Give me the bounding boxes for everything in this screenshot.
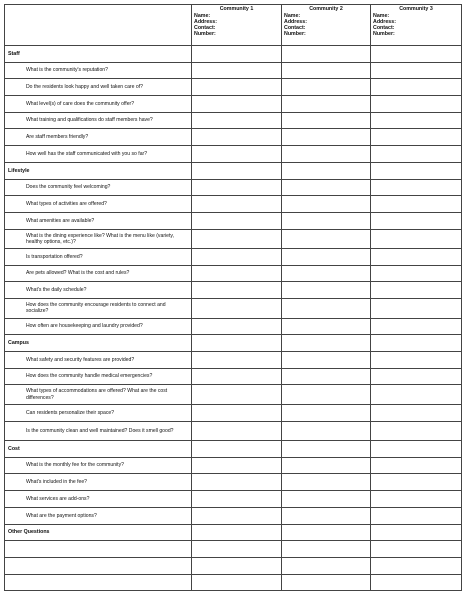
section-blank-cell [371, 335, 462, 352]
question-label: What services are add-ons? [5, 491, 192, 508]
question-row [5, 146, 462, 163]
community-2-answer-cell[interactable] [282, 557, 371, 574]
community-3-answer-cell[interactable] [371, 507, 462, 524]
community-3-address-label: Address: [373, 18, 396, 25]
question-label: What types of activities are offered? [5, 196, 192, 213]
community-3-name-label: Name: [373, 12, 390, 19]
community-3-answer-cell[interactable] [371, 541, 462, 558]
question-label: Can residents personalize their space? [5, 404, 192, 421]
community-1-header[interactable] [192, 5, 282, 46]
question-label: How does the community handle medical emergencies? [5, 368, 192, 385]
community-3-answer-cell[interactable] [371, 385, 462, 405]
community-3-answer-cell[interactable] [371, 129, 462, 146]
question-row [5, 62, 462, 79]
community-1-title: Community 1 [219, 6, 254, 12]
community-2-answer-cell[interactable] [282, 196, 371, 213]
community-2-answer-cell[interactable] [282, 282, 371, 299]
section-blank-cell [282, 524, 371, 541]
question-label: What is the dining experience like? What is the menu like (variety, healthy options, etc.)? [5, 229, 192, 249]
question-label: How does the community encourage residents to connect and socialize? [5, 299, 192, 319]
question-row [5, 474, 462, 491]
question-row [5, 318, 462, 335]
question-row [5, 79, 462, 96]
question-label: Is the community clean and well maintained? Does it smell good? [5, 421, 192, 441]
section-blank-cell [371, 524, 462, 541]
section-blank-cell [371, 46, 462, 63]
question-row [5, 457, 462, 474]
community-1-answer-cell[interactable] [192, 196, 282, 213]
community-2-answer-cell[interactable] [282, 112, 371, 129]
community-2-answer-cell[interactable] [282, 474, 371, 491]
section-heading: Campus [5, 335, 192, 352]
question-label: What amenities are available? [5, 212, 192, 229]
community-2-answer-cell[interactable] [282, 385, 371, 405]
community-1-answer-cell[interactable] [192, 282, 282, 299]
community-1-answer-cell[interactable] [192, 557, 282, 574]
question-label: How often are housekeeping and laundry provided? [5, 318, 192, 335]
community-1-answer-cell[interactable] [192, 421, 282, 441]
question-row [5, 196, 462, 213]
community-3-answer-cell[interactable] [371, 212, 462, 229]
question-label: What training and qualifications do staff members have? [5, 112, 192, 129]
community-1-answer-cell[interactable] [192, 212, 282, 229]
section-blank-cell [192, 335, 282, 352]
community-2-address-label: Address: [284, 18, 307, 25]
community-3-answer-cell[interactable] [371, 146, 462, 163]
community-2-answer-cell[interactable] [282, 79, 371, 96]
community-2-number-label: Number: [284, 30, 306, 37]
community-3-answer-cell[interactable] [371, 96, 462, 113]
community-3-answer-cell[interactable] [371, 457, 462, 474]
question-row [5, 299, 462, 319]
header-blank-cell [5, 5, 192, 46]
question-row [5, 385, 462, 405]
community-2-header[interactable] [282, 5, 371, 46]
question-label: What are the payment options? [5, 507, 192, 524]
community-1-answer-cell[interactable] [192, 318, 282, 335]
question-row [5, 404, 462, 421]
community-2-title: Community 2 [309, 6, 343, 12]
community-2-answer-cell[interactable] [282, 541, 371, 558]
community-1-answer-cell[interactable] [192, 574, 282, 591]
community-1-number-label: Number: [194, 30, 216, 37]
community-2-answer-cell[interactable] [282, 62, 371, 79]
question-row [5, 179, 462, 196]
community-3-answer-cell[interactable] [371, 249, 462, 266]
community-3-answer-cell[interactable] [371, 491, 462, 508]
question-row [5, 96, 462, 113]
question-row [5, 112, 462, 129]
section-heading: Cost [5, 441, 192, 458]
question-label: Do the residents look happy and well taken care of? [5, 79, 192, 96]
question-label: Are pets allowed? What is the cost and rules? [5, 265, 192, 282]
community-2-answer-cell[interactable] [282, 146, 371, 163]
community-3-answer-cell[interactable] [371, 352, 462, 369]
question-row [5, 421, 462, 441]
community-1-answer-cell[interactable] [192, 96, 282, 113]
section-heading: Other Questions [5, 524, 192, 541]
question-label [5, 557, 192, 574]
section-blank-cell [192, 441, 282, 458]
section-blank-cell [192, 162, 282, 179]
question-label: What safety and security features are provided? [5, 352, 192, 369]
community-2-answer-cell[interactable] [282, 507, 371, 524]
community-2-contact-label: Contact: [284, 24, 306, 31]
community-2-answer-cell[interactable] [282, 421, 371, 441]
community-2-answer-cell[interactable] [282, 96, 371, 113]
section-row-staff [5, 46, 462, 63]
community-2-answer-cell[interactable] [282, 318, 371, 335]
question-row [5, 491, 462, 508]
community-3-answer-cell[interactable] [371, 368, 462, 385]
question-row [5, 507, 462, 524]
community-1-address-label: Address: [194, 18, 217, 25]
question-row [5, 368, 462, 385]
community-3-answer-cell[interactable] [371, 474, 462, 491]
community-2-answer-cell[interactable] [282, 179, 371, 196]
section-blank-cell [282, 335, 371, 352]
community-1-answer-cell[interactable] [192, 112, 282, 129]
community-3-answer-cell[interactable] [371, 196, 462, 213]
section-row-other-questions [5, 524, 462, 541]
question-label: What level(s) of care does the community offer? [5, 96, 192, 113]
community-1-answer-cell[interactable] [192, 299, 282, 319]
question-label [5, 541, 192, 558]
community-1-answer-cell[interactable] [192, 368, 282, 385]
community-2-name-label: Name: [284, 12, 301, 19]
community-1-name-label: Name: [194, 12, 211, 19]
community-2-answer-cell[interactable] [282, 352, 371, 369]
question-label: What is the community's reputation? [5, 62, 192, 79]
community-3-answer-cell[interactable] [371, 179, 462, 196]
header-row [5, 5, 462, 46]
community-2-answer-cell[interactable] [282, 249, 371, 266]
section-blank-cell [371, 162, 462, 179]
community-3-answer-cell[interactable] [371, 404, 462, 421]
section-row-campus [5, 335, 462, 352]
community-1-answer-cell[interactable] [192, 474, 282, 491]
community-3-answer-cell[interactable] [371, 265, 462, 282]
question-label: What's the daily schedule? [5, 282, 192, 299]
section-blank-cell [192, 524, 282, 541]
section-blank-cell [371, 441, 462, 458]
community-2-answer-cell[interactable] [282, 404, 371, 421]
community-2-answer-cell[interactable] [282, 574, 371, 591]
question-row [5, 574, 462, 591]
community-1-answer-cell[interactable] [192, 229, 282, 249]
question-label: Are staff members friendly? [5, 129, 192, 146]
community-2-answer-cell[interactable] [282, 129, 371, 146]
section-blank-cell [282, 46, 371, 63]
community-1-answer-cell[interactable] [192, 146, 282, 163]
community-3-title: Community 3 [399, 6, 433, 12]
community-2-answer-cell[interactable] [282, 265, 371, 282]
question-label: Is transportation offered? [5, 249, 192, 266]
community-3-answer-cell[interactable] [371, 557, 462, 574]
community-3-answer-cell[interactable] [371, 229, 462, 249]
community-1-answer-cell[interactable] [192, 385, 282, 405]
section-heading: Lifestyle [5, 162, 192, 179]
question-row [5, 557, 462, 574]
community-2-answer-cell[interactable] [282, 299, 371, 319]
community-2-answer-cell[interactable] [282, 368, 371, 385]
community-3-answer-cell[interactable] [371, 282, 462, 299]
section-blank-cell [282, 441, 371, 458]
community-2-answer-cell[interactable] [282, 457, 371, 474]
community-1-answer-cell[interactable] [192, 491, 282, 508]
section-row-lifestyle [5, 162, 462, 179]
community-1-answer-cell[interactable] [192, 457, 282, 474]
question-row [5, 541, 462, 558]
community-3-header[interactable] [371, 5, 462, 46]
community-1-answer-cell[interactable] [192, 541, 282, 558]
community-3-contact-label: Contact: [373, 24, 395, 31]
community-1-answer-cell[interactable] [192, 352, 282, 369]
community-1-answer-cell[interactable] [192, 62, 282, 79]
question-row [5, 229, 462, 249]
community-1-answer-cell[interactable] [192, 507, 282, 524]
community-2-answer-cell[interactable] [282, 212, 371, 229]
community-3-answer-cell[interactable] [371, 112, 462, 129]
question-row [5, 129, 462, 146]
question-label [5, 574, 192, 591]
community-3-answer-cell[interactable] [371, 574, 462, 591]
community-2-answer-cell[interactable] [282, 229, 371, 249]
community-3-answer-cell[interactable] [371, 421, 462, 441]
question-label: What is the monthly fee for the community? [5, 457, 192, 474]
question-row [5, 265, 462, 282]
community-3-number-label: Number: [373, 30, 395, 37]
community-1-contact-label: Contact: [194, 24, 216, 31]
comparison-table [4, 4, 462, 591]
community-1-answer-cell[interactable] [192, 179, 282, 196]
question-row [5, 282, 462, 299]
question-row [5, 352, 462, 369]
question-label: What types of accommodations are offered? What are the cost differences? [5, 385, 192, 405]
community-3-answer-cell[interactable] [371, 79, 462, 96]
community-1-answer-cell[interactable] [192, 404, 282, 421]
question-label: How well has the staff communicated with you so far? [5, 146, 192, 163]
community-2-answer-cell[interactable] [282, 491, 371, 508]
section-row-cost [5, 441, 462, 458]
section-blank-cell [192, 46, 282, 63]
question-row [5, 249, 462, 266]
community-1-answer-cell[interactable] [192, 249, 282, 266]
question-label: Does the community feel welcoming? [5, 179, 192, 196]
community-3-answer-cell[interactable] [371, 62, 462, 79]
community-3-answer-cell[interactable] [371, 318, 462, 335]
question-row [5, 212, 462, 229]
community-3-answer-cell[interactable] [371, 299, 462, 319]
community-1-answer-cell[interactable] [192, 79, 282, 96]
community-1-answer-cell[interactable] [192, 265, 282, 282]
section-heading: Staff [5, 46, 192, 63]
community-1-answer-cell[interactable] [192, 129, 282, 146]
question-label: What's included in the fee? [5, 474, 192, 491]
section-blank-cell [282, 162, 371, 179]
